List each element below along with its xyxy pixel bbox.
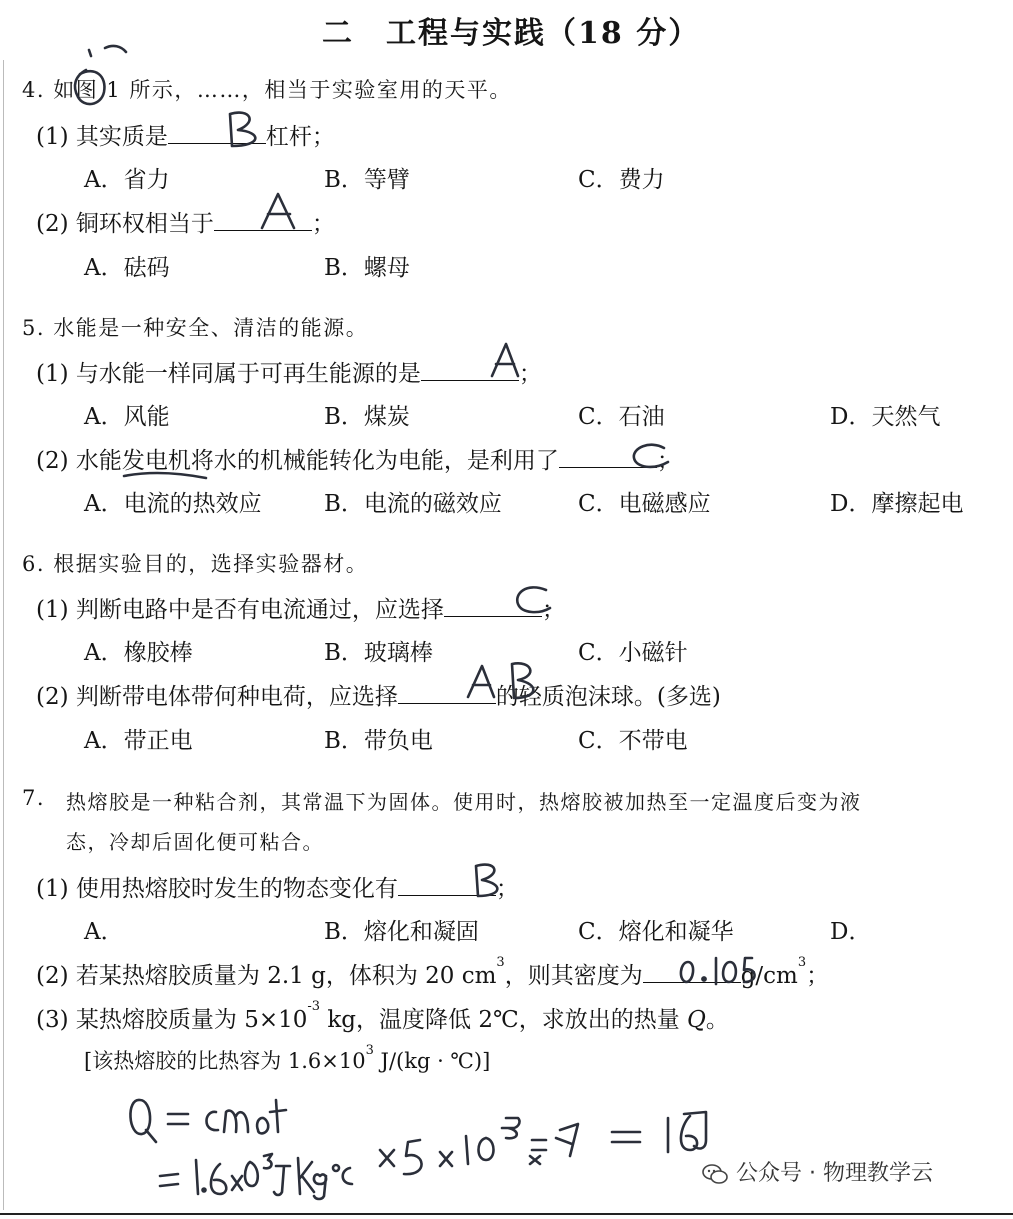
q6-part1 bbox=[36, 591, 565, 624]
q6-part1-suffix: ； bbox=[541, 597, 565, 623]
q7-part2-blank bbox=[643, 960, 741, 983]
tick-mark-icon bbox=[89, 50, 91, 56]
q6-part2-prompt: (2) 判断带电体带何种电荷，应选择 bbox=[36, 684, 398, 710]
q5-part2-suffix: ； bbox=[656, 448, 680, 474]
q5-part2-blank bbox=[559, 445, 657, 468]
q5-part1-suffix: ； bbox=[518, 361, 542, 387]
q6-p2-option-a: A．带正电 bbox=[84, 728, 193, 754]
q5-p2-option-c: C．电磁感应 bbox=[578, 491, 711, 517]
q7-part2-sup2: 3 bbox=[797, 955, 807, 970]
q4-stem: 4. 如图 1 所示，……，相当于实验室用的天平。 bbox=[22, 78, 512, 102]
q7-p1-option-b: B．熔化和凝固 bbox=[324, 919, 479, 945]
hw-2 bbox=[560, 1124, 578, 1156]
q5-p2-option-a: A．电流的热效应 bbox=[84, 491, 262, 517]
q7-part3-sup: -3 bbox=[307, 999, 321, 1014]
q4-part1-blank bbox=[168, 121, 266, 144]
q7-part3-note bbox=[84, 1045, 490, 1075]
q7-part3-var: Q bbox=[687, 1007, 706, 1033]
q5-part1-prompt: (1) 与水能一样同属于可再生能源的是 bbox=[36, 361, 421, 387]
q6-part1-blank bbox=[444, 594, 542, 617]
q6-part1-prompt: (1) 判断电路中是否有电流通过，应选择 bbox=[36, 597, 444, 623]
q4-part2 bbox=[36, 205, 335, 238]
q5-p1-option-c: C．石油 bbox=[578, 404, 665, 430]
watermark-text: 公众号 · 物理教学云 bbox=[736, 1161, 933, 1186]
q6-stem: 6. 根据实验目的，选择实验器材。 bbox=[22, 552, 369, 576]
q4-part1-suffix: 杠杆； bbox=[265, 124, 335, 150]
q7-part3-prompt: (3) 某热熔胶质量为 5×10 bbox=[36, 1007, 308, 1033]
q7-part3-note-unit: J/(kg · ℃)] bbox=[373, 1049, 491, 1073]
q7-part3-note-sup: 3 bbox=[365, 1043, 374, 1058]
q4-p2-option-b: B．螺母 bbox=[324, 255, 410, 281]
q4-p1-option-c: C．费力 bbox=[578, 167, 665, 193]
q5-p1-option-d: D．天然气 bbox=[830, 404, 941, 430]
q7-part1 bbox=[36, 870, 519, 903]
hw-Q bbox=[130, 1100, 156, 1142]
q7-part3 bbox=[36, 1001, 729, 1034]
q5-part1 bbox=[36, 355, 542, 388]
q7-part1-prompt: (1) 使用热熔胶时发生的物态变化有 bbox=[36, 876, 398, 902]
q4-part2-prompt: (2) 铜环权相当于 bbox=[36, 211, 214, 237]
q7-part2-prompt: (2) 若某热熔胶质量为 2.1 g，体积为 20 cm bbox=[36, 963, 497, 989]
q6-p2-option-c: C．不带电 bbox=[578, 728, 688, 754]
q7-stem-line2: 态，冷却后固化便可粘合。 bbox=[66, 830, 324, 854]
watermark bbox=[702, 1156, 933, 1187]
q4-p1-option-b: B．等臂 bbox=[324, 167, 410, 193]
q5-stem: 5. 水能是一种安全、清洁的能源。 bbox=[22, 316, 369, 340]
q7-part2-end: ； bbox=[806, 963, 830, 989]
page-border-bottom bbox=[0, 1213, 1013, 1215]
q6-p2-option-b: B．带负电 bbox=[324, 728, 433, 754]
q4-part2-blank bbox=[214, 208, 312, 231]
q7-part1-blank bbox=[398, 873, 496, 896]
q7-p1-option-a: A． bbox=[84, 919, 124, 945]
q7-stem-line1: 热熔胶是一种粘合剂，其常温下为固体。使用时，热熔胶被加热至一定温度后变为液 bbox=[66, 790, 862, 814]
q6-part2-blank bbox=[398, 681, 496, 704]
page-border-left bbox=[3, 60, 4, 1210]
q4-p2-option-a: A．砝码 bbox=[84, 255, 170, 281]
q6-p1-option-a: A．橡胶棒 bbox=[84, 640, 193, 666]
q7-part1-suffix: ； bbox=[495, 876, 519, 902]
q5-p1-option-a: A．风能 bbox=[84, 404, 170, 430]
q5-p1-option-b: B．煤炭 bbox=[324, 404, 410, 430]
q7-part3-end: 。 bbox=[705, 1007, 729, 1033]
q7-part3-mid: kg，温度降低 2℃，求放出的热量 bbox=[320, 1007, 688, 1033]
q7-p1-option-c: C．熔化和凝华 bbox=[578, 919, 734, 945]
q7-p1-option-d: D． bbox=[830, 919, 872, 945]
q5-part2 bbox=[36, 442, 680, 475]
q6-part2-suffix: 的轻质泡沫球。(多选) bbox=[495, 684, 721, 710]
q6-part2 bbox=[36, 678, 721, 711]
q7-part2-sup1: 3 bbox=[496, 955, 505, 970]
q7-number: 7. bbox=[22, 786, 46, 810]
q5-part1-blank bbox=[421, 358, 519, 381]
tick-mark-icon bbox=[105, 46, 126, 52]
q4-part1 bbox=[36, 118, 335, 151]
q5-part2-prompt: (2) 水能发电机将水的机械能转化为电能，是利用了 bbox=[36, 448, 559, 474]
q4-p1-option-a: A．省力 bbox=[84, 167, 170, 193]
q5-p2-option-d: D．摩擦起电 bbox=[830, 491, 964, 517]
q4-part2-suffix: ； bbox=[311, 211, 335, 237]
q5-p2-option-b: B．电流的磁效应 bbox=[324, 491, 502, 517]
q7-part2 bbox=[36, 957, 829, 990]
q7-part3-note-prompt: [该热熔胶的比热容为 1.6×10 bbox=[84, 1049, 366, 1073]
wechat-icon bbox=[702, 1164, 728, 1184]
q6-p1-option-c: C．小磁针 bbox=[578, 640, 688, 666]
section-title: 二 工程与实践（18 分） bbox=[322, 16, 701, 51]
q7-part2-unit: g/cm bbox=[740, 963, 798, 989]
q6-p1-option-b: B．玻璃棒 bbox=[324, 640, 433, 666]
q7-part2-mid: ，则其密度为 bbox=[504, 963, 643, 989]
q4-part1-prompt: (1) 其实质是 bbox=[36, 124, 168, 150]
